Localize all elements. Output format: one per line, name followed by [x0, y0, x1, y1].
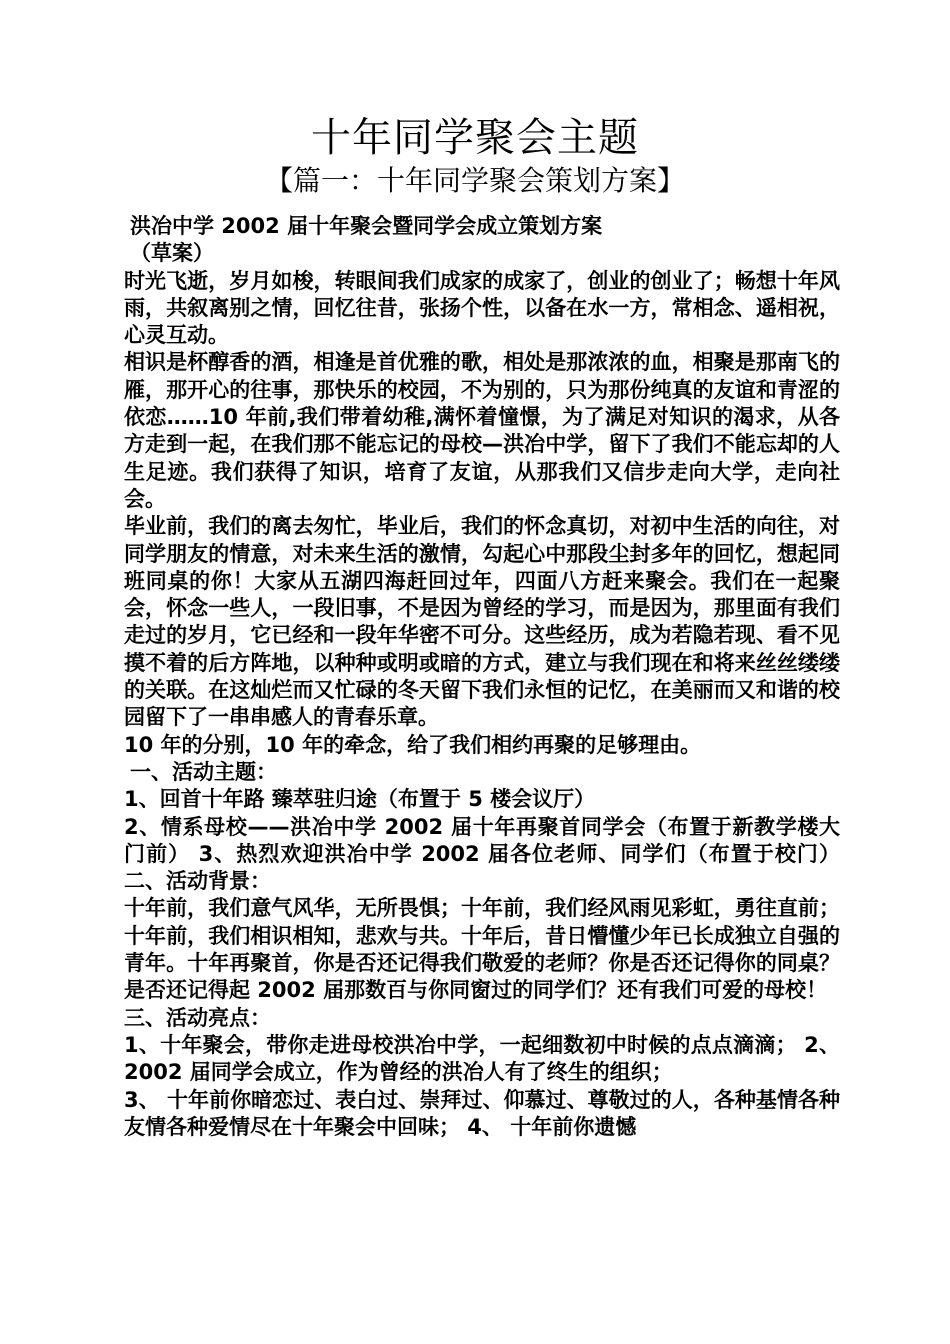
paragraph: 毕业前，我们的离去匆忙，毕业后，我们的怀念真切，对初中生活的向往，对同学朋友的情意，对未来生活的激情，勾起心中那段尘封多年的回忆，想起同班同桌的你！大家从五湖四海赶回过年，四面八方赶来聚会。我们在一起聚会，怀念一些人，一段旧事，不是因为曾经的学习，而是因为，那里面有我们走过的岁月，它已经和一段年华密不可分。这些经历，成为若隐若现、看不见摸不着的后方阵地，以种种或明或暗的方式，建立与我们现在和将来丝丝缕缕的关联。在这灿烂而又忙碌的冬天留下我们永恒的记忆，在美丽而又和谐的校园留下了一串串感人的青春乐章。: [124, 514, 840, 730]
paragraph: 时光飞逝，岁月如梭，转眼间我们成家的成家了，创业的创业了；畅想十年风雨，共叙离别之情，回忆往昔，张扬个性，以备在水一方，常相念、遥相祝，心灵互动。: [124, 268, 840, 348]
paragraph: 十年前，我们意气风华，无所畏惧；十年前，我们经风雨见彩虹，勇往直前；十年前，我们相识相知，悲欢与共。十年后，昔日懵懂少年已长成独立自强的青年。十年再聚首，你是否还记得我们敬爱的老师？你是否还记得你的同桌？是否还记得起 2002 届那数百与你同窗过的同学们？还有我们可爱的母校！: [124, 896, 840, 1003]
list-item: 3、 十年前你暗恋过、表白过、崇拜过、仰慕过、尊敬过的人，各种基情各种友情各种爱情尽在十年聚会中回味； 4、 十年前你遗憾: [124, 1087, 840, 1139]
list-item: 1、十年聚会，带你走进母校洪冶中学，一起细数初中时候的点点滴滴； 2、2002 届同学会成立，作为曾经的洪冶人有了终生的组织；: [124, 1032, 840, 1085]
document-body: [116, 213, 840, 1141]
list-item: 2、情系母校——洪冶中学 2002 届十年再聚首同学会（布置于新教学楼大门前） 3、热烈欢迎洪冶中学 2002 届各位老师、同学们（布置于校门） 二、活动背景：: [124, 814, 840, 894]
document-title: 十年同学聚会主题: [311, 115, 639, 161]
document-subtitle: 【篇一：十年同学聚会策划方案】: [264, 164, 685, 197]
section-heading: 三、活动亮点：: [124, 1005, 271, 1030]
paragraph: 10 年的分别，10 年的牵念，给了我们相约再聚的足够理由。: [124, 732, 702, 757]
paragraph: 相识是杯醇香的酒，相逢是首优雅的歌，相处是那浓浓的血，相聚是那南飞的雁，那开心的往事，那快乐的校园，不为别的，只为那份纯真的友谊和青涩的依恋……10 年前,我们带着幼稚,满怀着憧憬，为了满足对知识的渴求，从各方走到一起，在我们那不能忘记的母校—洪冶中学，留下了我们不能忘却的人生足迹。我们获得了知识，培育了友谊，从那我们又信步走向大学，走向社会。: [124, 350, 840, 511]
list-item: 1、回首十年路 臻萃驻归途（布置于 5 楼会议厅）: [124, 787, 596, 812]
plan-heading: 洪冶中学 2002 届十年聚会暨同学会成立策划方案: [130, 214, 603, 238]
draft-label: （草案）: [130, 241, 214, 266]
section-heading: 一、活动主题：: [130, 759, 277, 784]
